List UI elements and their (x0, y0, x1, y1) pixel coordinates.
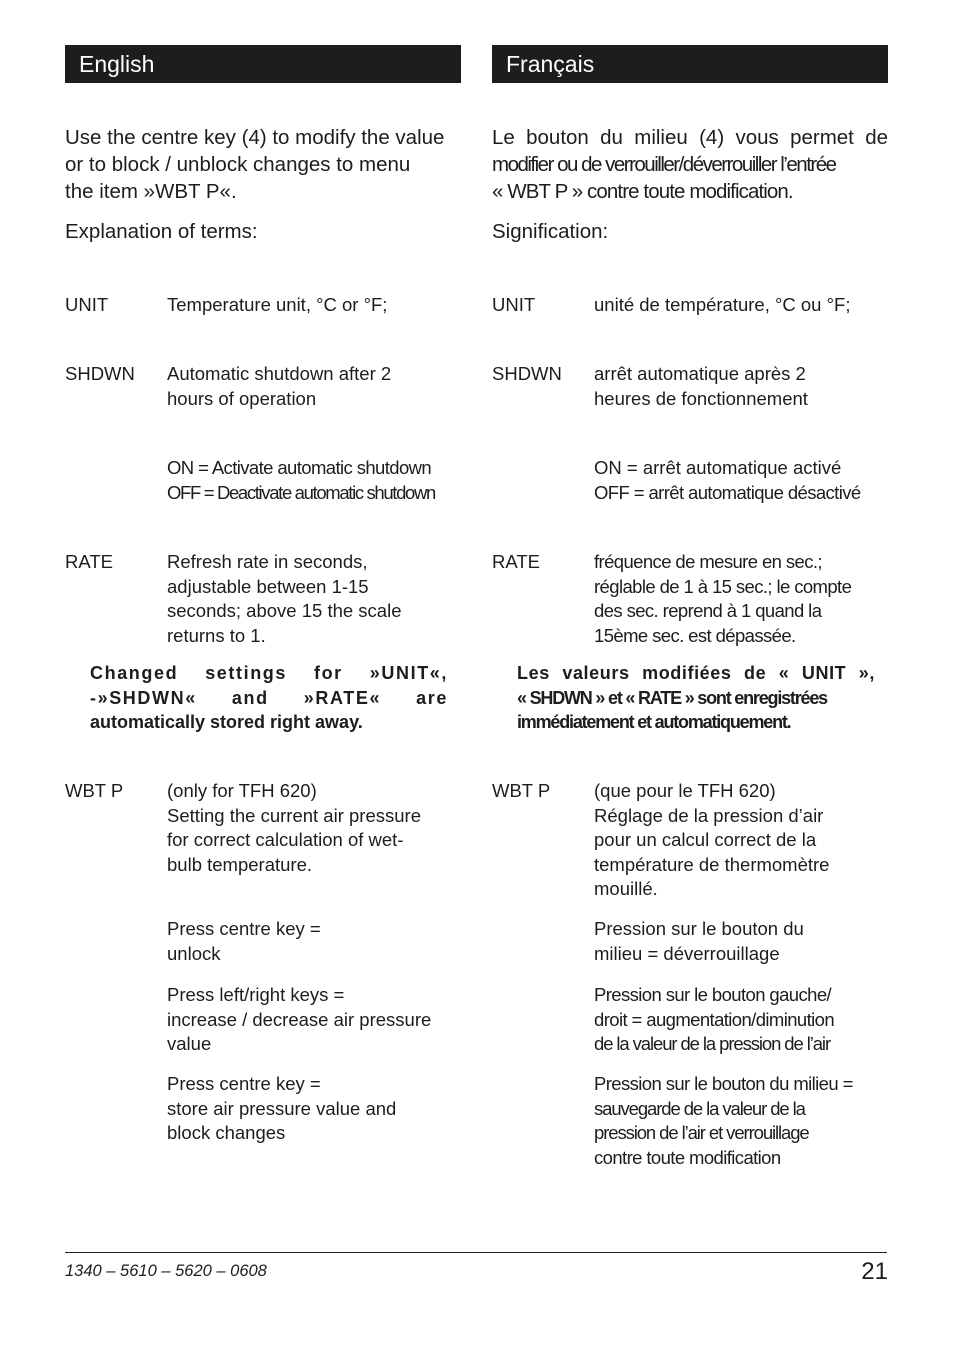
intro-line: « WBT P » contre toute modification. (492, 180, 793, 203)
wbtp-step-adjust: Press left/right keys = increase / decrease air pressure value (167, 984, 432, 1054)
intro-line: the item »WBT P«. (65, 180, 237, 203)
desc-shdwn: Automatic shutdown after 2 hours of operation (167, 363, 392, 409)
desc-unit: Temperature unit, °C or °F; (167, 294, 388, 315)
wbtp-step-adjust: Pression sur le bouton gauche/ droit = augmentation/diminution de la valeur de la pression de l’air (594, 984, 835, 1054)
english-intro (65, 124, 465, 205)
intro-line: Le bouton du milieu (4) vous permet de (492, 126, 888, 149)
french-heading: Français (492, 45, 888, 83)
term-shdwn: SHDWN (492, 363, 562, 384)
footer-divider (65, 1252, 887, 1253)
intro-line: modifier ou de verrouiller/déverrouiller l’entrée (492, 153, 836, 176)
french-intro (492, 124, 892, 205)
wbtp-step-unlock: Pression sur le bouton du milieu = déverrouillage (594, 918, 804, 964)
wbtp-step-unlock: Press centre key = unlock (167, 918, 321, 964)
settings-note: Changed settings for »UNIT«, -»SHDWN« and »RATE« are automatically stored right away. (90, 663, 448, 732)
shdwn-off: OFF = arrêt automatique désactivé (594, 481, 861, 503)
page-number: 21 (861, 1258, 888, 1285)
term-wbtp: WBT P (65, 780, 124, 801)
shdwn-on: ON = Activate automatic shutdown (167, 457, 432, 478)
term-unit: UNIT (65, 294, 109, 315)
desc-wbtp: (only for TFH 620) Setting the current air pressure for correct calculation of wet- bulb temperature. (167, 780, 421, 875)
term-wbtp: WBT P (492, 780, 551, 801)
english-heading: English (65, 45, 461, 83)
desc-rate: fréquence de mesure en sec.; réglable de 1 à 15 sec.; le compte des sec. reprend à 1 quand la 15ème sec. est dépassée. (594, 551, 852, 646)
shdwn-options (594, 456, 890, 505)
shdwn-on: ON = arrêt automatique activé (594, 457, 842, 478)
wbtp-step-store: Press centre key = store air pressure value and block changes (167, 1073, 397, 1143)
english-explanation-label: Explanation of terms: (65, 220, 258, 243)
term-unit: UNIT (492, 294, 536, 315)
term-rate: RATE (492, 551, 540, 572)
desc-rate: Refresh rate in seconds, adjustable between 1-15 seconds; above 15 the scale returns to 1. (167, 551, 402, 646)
french-explanation-label: Signification: (492, 220, 609, 243)
document-code: 1340 – 5610 – 5620 – 0608 (65, 1262, 267, 1280)
wbtp-step-store: Pression sur le bouton du milieu = sauvegarde de la valeur de la pression de l’air et verrouillage contre toute modification (594, 1073, 853, 1168)
french-column (492, 45, 888, 1168)
desc-wbtp: (que pour le TFH 620) Réglage de la pression d’air pour un calcul correct de la température de thermomètre mouillé. (594, 780, 830, 899)
term-rate: RATE (65, 551, 113, 572)
term-shdwn: SHDWN (65, 363, 135, 384)
shdwn-options (167, 456, 463, 505)
desc-unit: unité de température, °C ou °F; (594, 294, 851, 315)
intro-line: or to block / unblock changes to menu (65, 153, 411, 176)
intro-line: Use the centre key (4) to modify the value (65, 126, 445, 149)
english-column (65, 45, 461, 1143)
settings-note: Les valeurs modifiées de « UNIT », « SHDWN » et « RATE » sont enregistrées immédiatement et automatiquement. (517, 663, 875, 732)
shdwn-off: OFF = Deactivate automatic shutdown (167, 481, 435, 503)
desc-shdwn: arrêt automatique après 2 heures de fonctionnement (594, 363, 808, 409)
